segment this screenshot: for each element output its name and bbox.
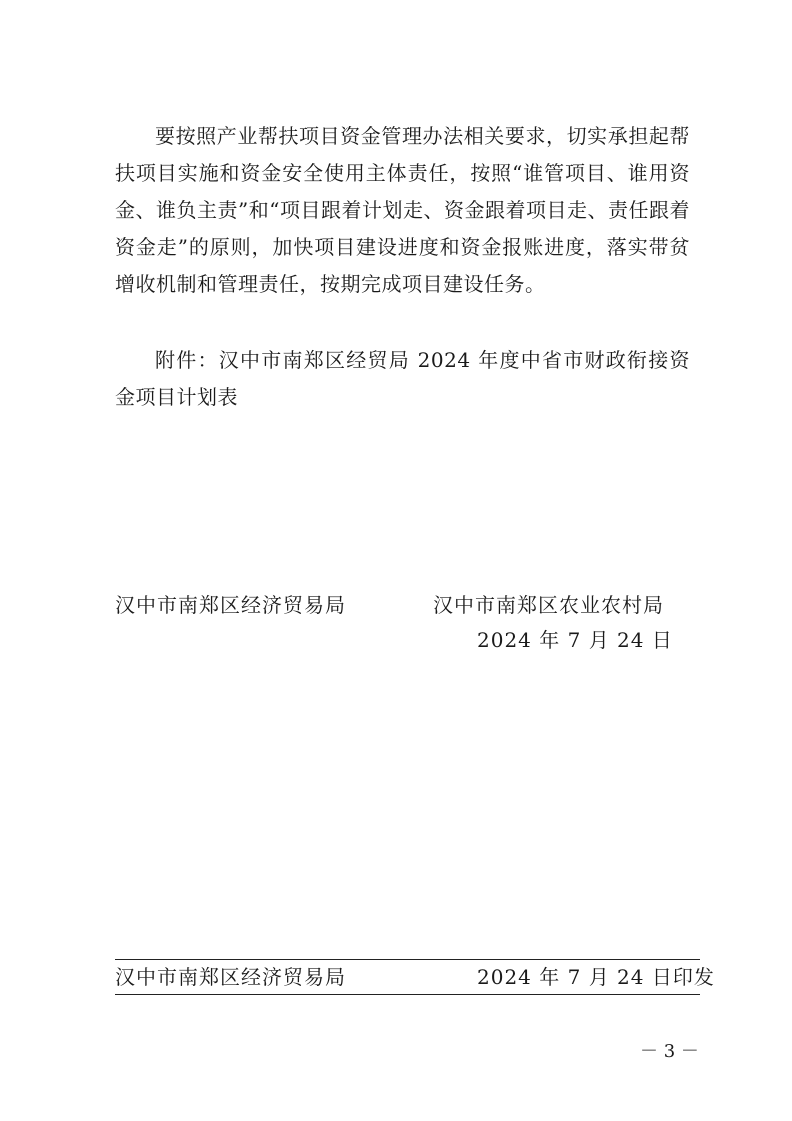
signature-date: 2024 年 7 月 24 日	[477, 628, 673, 652]
attachment-note: 附件：汉中市南郑区经贸局 2024 年度中省市财政衔接资金项目计划表	[115, 348, 690, 409]
footer-top-rule	[115, 959, 700, 960]
footer-issue-date: 2024 年 7 月 24 日印发	[477, 965, 715, 989]
signature-org-agriculture: 汉中市南郑区农业农村局	[433, 593, 664, 617]
footer-issuer: 汉中市南郑区经济贸易局	[115, 965, 346, 989]
page-number: － 3 －	[640, 1041, 699, 1062]
body-paragraph: 要按照产业帮扶项目资金管理办法相关要求，切实承担起帮扶项目实施和资金安全使用主体责任，按照“谁管项目、谁用资金、谁负主责”和“项目跟着计划走、资金跟着项目走、责任跟着资金走”的原则，加快项目建设进度和资金报账进度，落实带贫增收机制和管理责任，按期完成项目建设任务。	[115, 124, 690, 296]
footer-bottom-rule	[115, 994, 700, 995]
signature-org-economy-trade: 汉中市南郑区经济贸易局	[115, 593, 346, 617]
